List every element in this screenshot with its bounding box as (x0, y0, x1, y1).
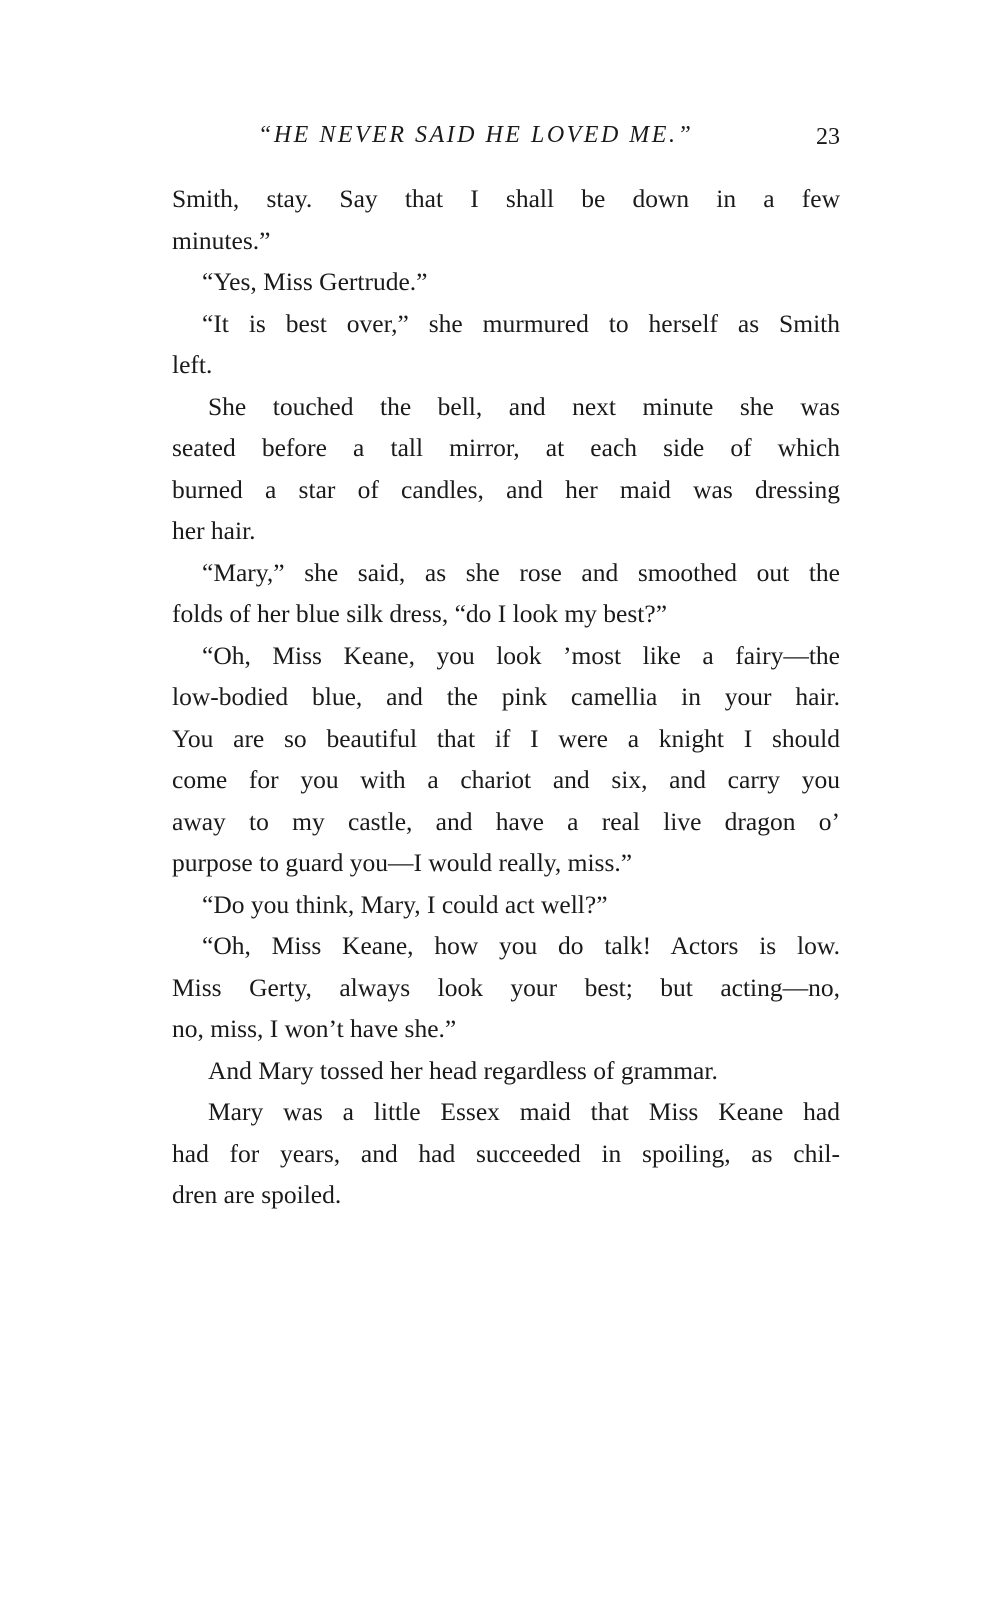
running-title: “HE NEVER SAID HE LOVED ME.” (258, 122, 694, 148)
text-line: “Oh, Miss Keane, how you do talk! Actors is low. (202, 931, 840, 960)
body-text (172, 178, 840, 1216)
text-line: “Do you think, Mary, I could act well?” (202, 889, 608, 919)
text-line: Miss Gerty, always look your best; but acting—no, (172, 972, 840, 1002)
text-line: away to my castle, and have a real live dragon o’ (172, 806, 840, 836)
text-line: no, miss, I won’t have she.” (172, 1014, 457, 1043)
text-line: “Oh, Miss Keane, you look ’most like a fairy—the (202, 640, 840, 670)
text-line: You are so beautiful that if I were a knight I should (172, 723, 840, 753)
running-head (170, 122, 840, 156)
text-line: And Mary tossed her head regardless of grammar. (208, 1055, 718, 1085)
text-line: left. (172, 350, 213, 379)
text-line: come for you with a chariot and six, and carry you (172, 765, 840, 794)
text-line: folds of her blue silk dress, “do I look my best?” (172, 599, 668, 628)
text-line: Smith, stay. Say that I shall be down in a few (172, 184, 840, 213)
text-line: burned a star of candles, and her maid was dressing (172, 474, 840, 504)
text-line: purpose to guard you—I would really, miss.” (172, 848, 633, 877)
text-line: Mary was a little Essex maid that Miss Keane had (208, 1097, 840, 1126)
text-line: her hair. (172, 516, 256, 545)
page-number: 23 (816, 124, 840, 150)
text-line: seated before a tall mirror, at each side of which (172, 433, 840, 462)
text-line: had for years, and had succeeded in spoiling, as chil- (172, 1138, 840, 1168)
text-line: “Yes, Miss Gertrude.” (202, 267, 428, 296)
text-line: minutes.” (172, 225, 271, 255)
text-line: “It is best over,” she murmured to herself as Smith (202, 308, 840, 338)
text-line: “Mary,” she said, as she rose and smoothed out the (202, 557, 840, 587)
text-line: low-bodied blue, and the pink camellia in your hair. (172, 682, 840, 711)
text-line: dren are spoiled. (172, 1180, 342, 1209)
text-line: She touched the bell, and next minute she was (208, 391, 840, 421)
